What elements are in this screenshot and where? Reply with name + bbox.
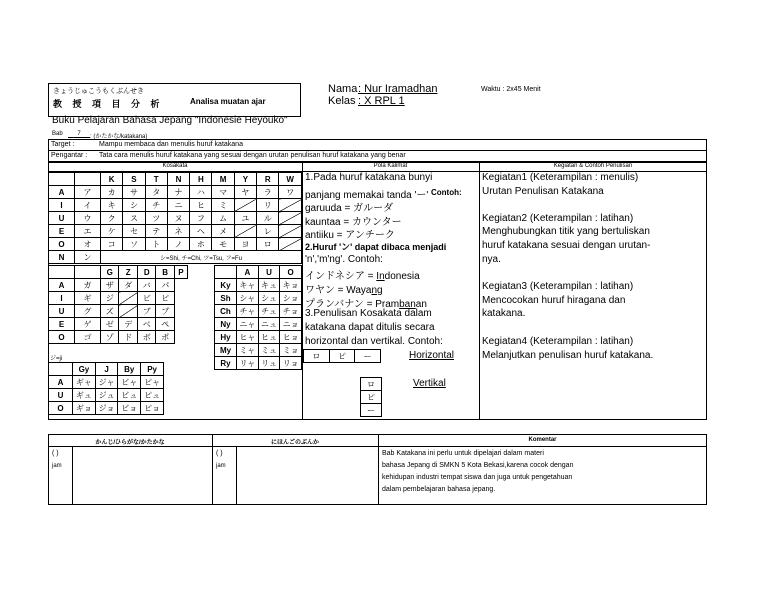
bottom-col-kana: かんじ/ひらがな/かたかな — [95, 440, 165, 446]
kana-cell: ケ — [101, 225, 123, 238]
kana-cell: ギ — [75, 292, 101, 305]
kana-cell: ビョ — [118, 402, 141, 415]
kana-cell: ビャ — [118, 376, 141, 389]
youon-label: Ny — [215, 318, 237, 331]
kana-cell: シャ — [237, 292, 259, 305]
ji-note: ジ=ji — [50, 356, 63, 362]
pola-line: panjang memakai tanda 'ー' — [305, 190, 429, 201]
kana-cell: ニュ — [258, 318, 280, 331]
table-row — [49, 402, 164, 415]
pola-line: antiiku = アンチーク — [305, 230, 395, 241]
kana-cell: デ — [119, 318, 137, 331]
kana-cell: チ — [145, 199, 167, 212]
empty-cell — [119, 305, 137, 318]
bottom-col-komentar: Komentar — [528, 437, 557, 443]
kana-cell: ヨ — [234, 238, 256, 251]
komentar-line: dalam pembelajaran bahasa jepang. — [382, 486, 496, 493]
table-row — [49, 212, 302, 225]
kana-cell: キョ — [280, 279, 302, 292]
horizontal-example — [303, 349, 381, 363]
kana-cell: ノ — [167, 238, 189, 251]
kana-cell: ホ — [190, 238, 212, 251]
table-row — [49, 318, 188, 331]
vertical-example — [360, 377, 382, 417]
kana-cell: ク — [101, 212, 123, 225]
kana-cell: ヒャ — [237, 331, 259, 344]
kana-cell: ジ — [101, 292, 119, 305]
kegiatan-line: huruf katakana sesuai dengan urutan- — [482, 240, 651, 251]
kana-cell: ソ — [123, 238, 145, 251]
vowel-label: E — [49, 318, 75, 331]
kana-cell: ー — [361, 404, 382, 417]
kana-cell: セ — [123, 225, 145, 238]
kana-cell: キャ — [237, 279, 259, 292]
kana-cell: ヘ — [190, 225, 212, 238]
kana-cell: ビ — [137, 292, 155, 305]
kana-cell: タ — [145, 186, 167, 199]
vowel-label: U — [49, 389, 73, 402]
kana-cell: レ — [257, 225, 279, 238]
kana-cell: ハ — [190, 186, 212, 199]
bab-title: : (かたかな/katakana) — [90, 134, 148, 140]
pola-line: 3.Penulisan Kosakata dalam — [305, 308, 432, 319]
pola-line: 1.Pada huruf katakana bunyi — [305, 172, 433, 183]
horizontal-label: Horizontal — [409, 350, 455, 361]
kana-cell: リュ — [258, 357, 280, 370]
kana-cell: ボ — [137, 331, 155, 344]
youon-head: A — [237, 266, 259, 279]
pola-line: katakana dapat ditulis secara — [305, 322, 435, 333]
kana-cell: ゴ — [75, 331, 101, 344]
kana-cell: ア — [75, 186, 101, 199]
kegiatan-line: Menghubungkan titik yang bertuliskan — [482, 226, 650, 237]
kana-cell: ポ — [156, 331, 174, 344]
vowel-label: O — [49, 238, 75, 251]
kana-cell: ピュ — [141, 389, 164, 402]
kana-head: T — [145, 173, 167, 186]
youon-label: Ry — [215, 357, 237, 370]
kegiatan-line: Melanjutkan penulisan huruf katakana. — [482, 350, 654, 361]
bottom-col-bunka: にほんごのぶんか — [270, 440, 319, 446]
kana-cell: ヒョ — [280, 331, 302, 344]
youon2-head: By — [118, 363, 141, 376]
paren-1: ( ) — [52, 450, 59, 457]
kana-cell: オ — [75, 238, 101, 251]
youon2-head: Gy — [73, 363, 96, 376]
kana-head: S — [123, 173, 145, 186]
kegiatan-line: Urutan Penulisan Katakana — [482, 186, 604, 197]
jam-2: jam — [216, 463, 226, 469]
vowel-label: A — [49, 279, 75, 292]
pola-fragment: プランバナン = Pram — [305, 299, 400, 310]
kana-cell: ロ — [257, 238, 279, 251]
pengantar-text: Tata cara menulis huruf katakana yang sesuai dengan urutan penulisan huruf katakana yang benar — [99, 152, 406, 159]
kana-cell: メ — [212, 225, 234, 238]
kana-cell: ゾ — [101, 331, 119, 344]
kegiatan-line: nya. — [482, 254, 501, 265]
table-row — [49, 238, 302, 251]
kana-cell: ガ — [75, 279, 101, 292]
kana-cell: ワ — [279, 186, 302, 199]
kana-cell: ー — [355, 350, 381, 363]
kana-cell: キ — [101, 199, 123, 212]
table-row — [49, 251, 302, 264]
kana-cell: コ — [101, 238, 123, 251]
kana-cell: ジャ — [95, 376, 118, 389]
kana-cell: ミュ — [258, 344, 280, 357]
table-row — [215, 318, 302, 331]
kana-cell: ウ — [75, 212, 101, 225]
table-row — [215, 331, 302, 344]
kana-head: M — [212, 173, 234, 186]
kana-cell: ヒュ — [258, 331, 280, 344]
vowel-label: I — [49, 292, 75, 305]
kana-cell: ギョ — [73, 402, 96, 415]
youon-label: My — [215, 344, 237, 357]
kana-cell: ラ — [257, 186, 279, 199]
kana-cell: ピ — [361, 391, 382, 404]
kana-cell: フ — [190, 212, 212, 225]
table-row — [49, 199, 302, 212]
table-row — [215, 344, 302, 357]
kana-cell: ブ — [137, 305, 155, 318]
youon2-head: J — [95, 363, 118, 376]
pola-fragment: インドネシア = — [305, 271, 377, 282]
kana-head: K — [101, 173, 123, 186]
vowel-label: E — [49, 225, 75, 238]
pola-contoh: Contoh: — [431, 188, 462, 197]
kana-cell: グ — [75, 305, 101, 318]
youon2-head: Py — [141, 363, 164, 376]
youon2-grid — [48, 362, 164, 415]
dakuten-head: P — [174, 266, 187, 279]
kelas-label: Kelas — [328, 95, 356, 107]
vowel-label: I — [49, 199, 75, 212]
bab-value: 7 — [68, 131, 90, 138]
kana-cell: キュ — [258, 279, 280, 292]
empty-cell — [119, 292, 137, 305]
empty-cell — [234, 225, 256, 238]
vowel-label: O — [49, 402, 73, 415]
kana-cell: ダ — [119, 279, 137, 292]
pola-line: 'n','m'ng'. Contoh: — [305, 254, 383, 265]
kegiatan-line: Mencocokan huruf hiragana dan — [482, 295, 626, 306]
dakuten-grid — [48, 265, 188, 344]
pola-fragment: an — [415, 299, 427, 310]
kana-cell: ザ — [101, 279, 119, 292]
kana-cell: ミ — [212, 199, 234, 212]
pola-line: 2.Huruf 'ン' dapat dibaca menjadi — [305, 242, 447, 252]
col-pola: Pola Kalimat — [373, 163, 408, 169]
kana-head: Y — [234, 173, 256, 186]
pola-underline: In — [376, 271, 385, 282]
kana-cell: ピャ — [141, 376, 164, 389]
kana-cell: リョ — [280, 357, 302, 370]
table-row — [49, 376, 164, 389]
kegiatan-line: Kegiatan2 (Keterampilan : latihan) — [482, 213, 634, 224]
kana-cell: ジョ — [95, 402, 118, 415]
empty-cell — [279, 238, 302, 251]
kana-head: H — [190, 173, 212, 186]
kana-cell: パ — [156, 279, 174, 292]
kana-cell: モ — [212, 238, 234, 251]
komentar-line: bahasa Jepang di SMKN 5 Kota Bekasi,karena cocok dengan — [382, 462, 574, 469]
table-row — [49, 279, 188, 292]
romaji-note: シ=Shi, チ=Chi, ツ=Tsu, フ=Fu — [101, 251, 302, 264]
dakuten-head: Z — [119, 266, 137, 279]
header-analisa: Analisa muatan ajar — [190, 97, 266, 106]
table-row — [49, 331, 188, 344]
table-row — [215, 357, 302, 370]
kana-cell: ト — [145, 238, 167, 251]
col-kosakata: Kosakata — [162, 163, 188, 169]
kana-cell: テ — [145, 225, 167, 238]
kana-cell: ビュ — [118, 389, 141, 402]
kana-cell: ベ — [137, 318, 155, 331]
kana-cell: チャ — [237, 305, 259, 318]
kegiatan-line: katakana. — [482, 308, 526, 319]
kana-cell: ロ — [361, 378, 382, 391]
kana-cell: シ — [123, 199, 145, 212]
table-row — [215, 305, 302, 318]
pola-line: garuuda = ガルーダ — [305, 203, 394, 214]
kana-cell: ペ — [156, 318, 174, 331]
header-box — [48, 83, 301, 117]
kana-cell: ニョ — [280, 318, 302, 331]
empty-cell — [234, 199, 256, 212]
kegiatan-line: Kegiatan1 (Keterampilan : menulis) — [482, 172, 639, 183]
kana-cell: マ — [212, 186, 234, 199]
empty-cell — [279, 212, 302, 225]
pola-line: horizontal dan vertikal. Contoh: — [305, 336, 443, 347]
table-row — [49, 225, 302, 238]
kegiatan-line: Kegiatan4 (Keterampilan : latihan) — [482, 336, 634, 347]
kana-cell: ギャ — [73, 376, 96, 389]
dakuten-head: B — [156, 266, 174, 279]
nama-value: : Nur Iramadhan — [358, 83, 438, 95]
table-row — [49, 292, 188, 305]
kana-cell: ヌ — [167, 212, 189, 225]
pola-underline: ng — [371, 285, 383, 296]
kana-cell: ショ — [280, 292, 302, 305]
n-label: N — [49, 251, 75, 264]
kana-cell: リャ — [237, 357, 259, 370]
youon-head: O — [280, 266, 302, 279]
pola-line — [305, 267, 420, 282]
kana-cell: サ — [123, 186, 145, 199]
target-label: Target : — [51, 141, 75, 148]
kana-cell: ム — [212, 212, 234, 225]
vertikal-label: Vertikal — [413, 378, 446, 389]
kana-cell: ギュ — [73, 389, 96, 402]
kana-cell: イ — [75, 199, 101, 212]
kana-cell: リ — [257, 199, 279, 212]
col-kegiatan: Kegiatan & Contoh Penulisan — [553, 163, 633, 169]
table-row — [49, 186, 302, 199]
youon-grid — [214, 265, 302, 370]
komentar-line: Bab Katakana ini perlu untuk dipelajari dalam materi — [382, 450, 544, 457]
empty-cell — [279, 199, 302, 212]
waktu: Waktu : 2x45 Menit — [481, 86, 541, 93]
kana-cell: ミョ — [280, 344, 302, 357]
kana-cell: シュ — [258, 292, 280, 305]
kegiatan-line: Kegiatan3 (Keterampilan : latihan) — [482, 281, 634, 292]
pola-fragment: ワヤン = Waya — [305, 285, 372, 296]
youon-label: Ch — [215, 305, 237, 318]
table-row — [215, 292, 302, 305]
pola-fragment: donesia — [384, 271, 420, 282]
jam-1: jam — [52, 463, 62, 469]
kana-cell: ミャ — [237, 344, 259, 357]
pola-line: kauntaa = カウンター — [305, 217, 402, 228]
vowel-label: U — [49, 305, 75, 318]
youon-label: Sh — [215, 292, 237, 305]
kana-cell: ネ — [167, 225, 189, 238]
table-row — [215, 279, 302, 292]
kana-cell: ピ — [329, 350, 355, 363]
kana-cell: ロ — [304, 350, 330, 363]
kana-cell: ピョ — [141, 402, 164, 415]
kana-cell: ナ — [167, 186, 189, 199]
pengantar-label: Pengantar : — [51, 152, 88, 159]
kana-cell: ユ — [234, 212, 256, 225]
youon-label: Ky — [215, 279, 237, 292]
kana-head: R — [257, 173, 279, 186]
paren-2: ( ) — [216, 450, 223, 457]
table-row — [49, 389, 164, 402]
youon-label: Hy — [215, 331, 237, 344]
n-kana: ン — [75, 251, 101, 264]
komentar-line: kehidupan industri tempat siswa dan juga untuk pengetahuan — [382, 474, 573, 481]
kana-cell: エ — [75, 225, 101, 238]
kana-cell: ヒ — [190, 199, 212, 212]
header-kanji: 教 授 項 目 分 析 — [53, 99, 164, 109]
kana-cell: ゼ — [101, 318, 119, 331]
vowel-label: A — [49, 186, 75, 199]
kana-cell: ジュ — [95, 389, 118, 402]
empty-cell — [279, 225, 302, 238]
kana-cell: ツ — [145, 212, 167, 225]
kana-cell: チョ — [280, 305, 302, 318]
vowel-label: A — [49, 376, 73, 389]
kana-cell: ド — [119, 331, 137, 344]
kana-grid — [48, 172, 302, 264]
kana-head: W — [279, 173, 302, 186]
pola-underline: ban — [399, 299, 416, 310]
kana-head: N — [167, 173, 189, 186]
book-title: Buku Pelajaran Bahasa Jepang "Indonesie Heyouko" — [52, 115, 288, 126]
kana-cell: バ — [137, 279, 155, 292]
kana-cell: ス — [123, 212, 145, 225]
nama-label: Nama — [328, 83, 358, 95]
kana-cell: ピ — [156, 292, 174, 305]
dakuten-head: G — [101, 266, 119, 279]
kana-cell: ニャ — [237, 318, 259, 331]
table-row — [49, 305, 188, 318]
kana-cell: ニ — [167, 199, 189, 212]
kana-cell: カ — [101, 186, 123, 199]
kelas-value: : X RPL 1 — [358, 95, 405, 107]
kana-cell: ゲ — [75, 318, 101, 331]
dakuten-head: D — [137, 266, 155, 279]
header-ruby: きょうじゅこうもくぶんせき — [53, 88, 144, 95]
kana-cell: プ — [156, 305, 174, 318]
bab-label: Bab — [52, 131, 63, 137]
vowel-label: U — [49, 212, 75, 225]
kana-cell: ヤ — [234, 186, 256, 199]
kana-cell: ズ — [101, 305, 119, 318]
kana-cell: ル — [257, 212, 279, 225]
target-text: Mampu membaca dan menulis huruf katakana — [99, 141, 243, 148]
pola-line — [305, 281, 383, 296]
vowel-label: O — [49, 331, 75, 344]
youon-head: U — [258, 266, 280, 279]
kana-cell: チュ — [258, 305, 280, 318]
